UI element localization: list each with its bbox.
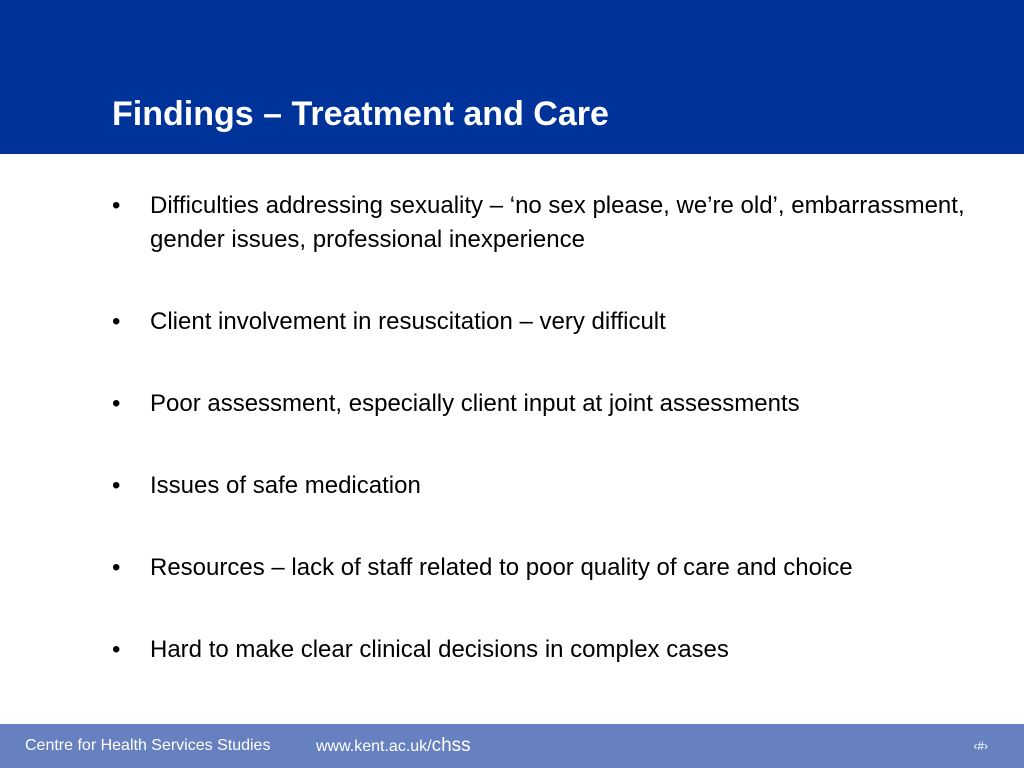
bullet-item-3 xyxy=(112,387,992,421)
bullet-text: Hard to make clear clinical decisions in complex cases xyxy=(150,636,729,663)
bullet-text: Difficulties addressing sexuality – ‘no sex please, we’re old’, embarrassment, gender issues, professional inexperience xyxy=(150,192,965,253)
footer-url-base: www.kent.ac.uk/ xyxy=(316,738,432,755)
bullet-item-5 xyxy=(112,551,992,585)
bullet-icon: • xyxy=(112,192,121,219)
bullet-icon: • xyxy=(112,308,121,335)
bullet-icon: • xyxy=(112,636,121,663)
footer-organization: Centre for Health Services Studies xyxy=(25,737,271,754)
bullet-item-1 xyxy=(112,189,992,257)
slide-title: Findings – Treatment and Care xyxy=(112,95,609,133)
bullet-icon: • xyxy=(112,554,121,581)
bullet-item-4 xyxy=(112,469,992,503)
footer-url-path: chss xyxy=(431,735,471,756)
bullet-text: Client involvement in resuscitation – very difficult xyxy=(150,308,666,335)
bullet-item-6 xyxy=(112,633,992,667)
bullet-icon: • xyxy=(112,390,121,417)
bullet-icon: • xyxy=(112,472,121,499)
footer-url-link[interactable] xyxy=(316,736,471,757)
bullet-item-2 xyxy=(112,305,992,339)
page-number: ‹#› xyxy=(973,739,988,753)
bullet-text: Issues of safe medication xyxy=(150,472,421,499)
bullet-text: Poor assessment, especially client input at joint assessments xyxy=(150,390,800,417)
footer-bar xyxy=(0,724,1024,768)
bullet-text: Resources – lack of staff related to poor quality of care and choice xyxy=(150,554,853,581)
